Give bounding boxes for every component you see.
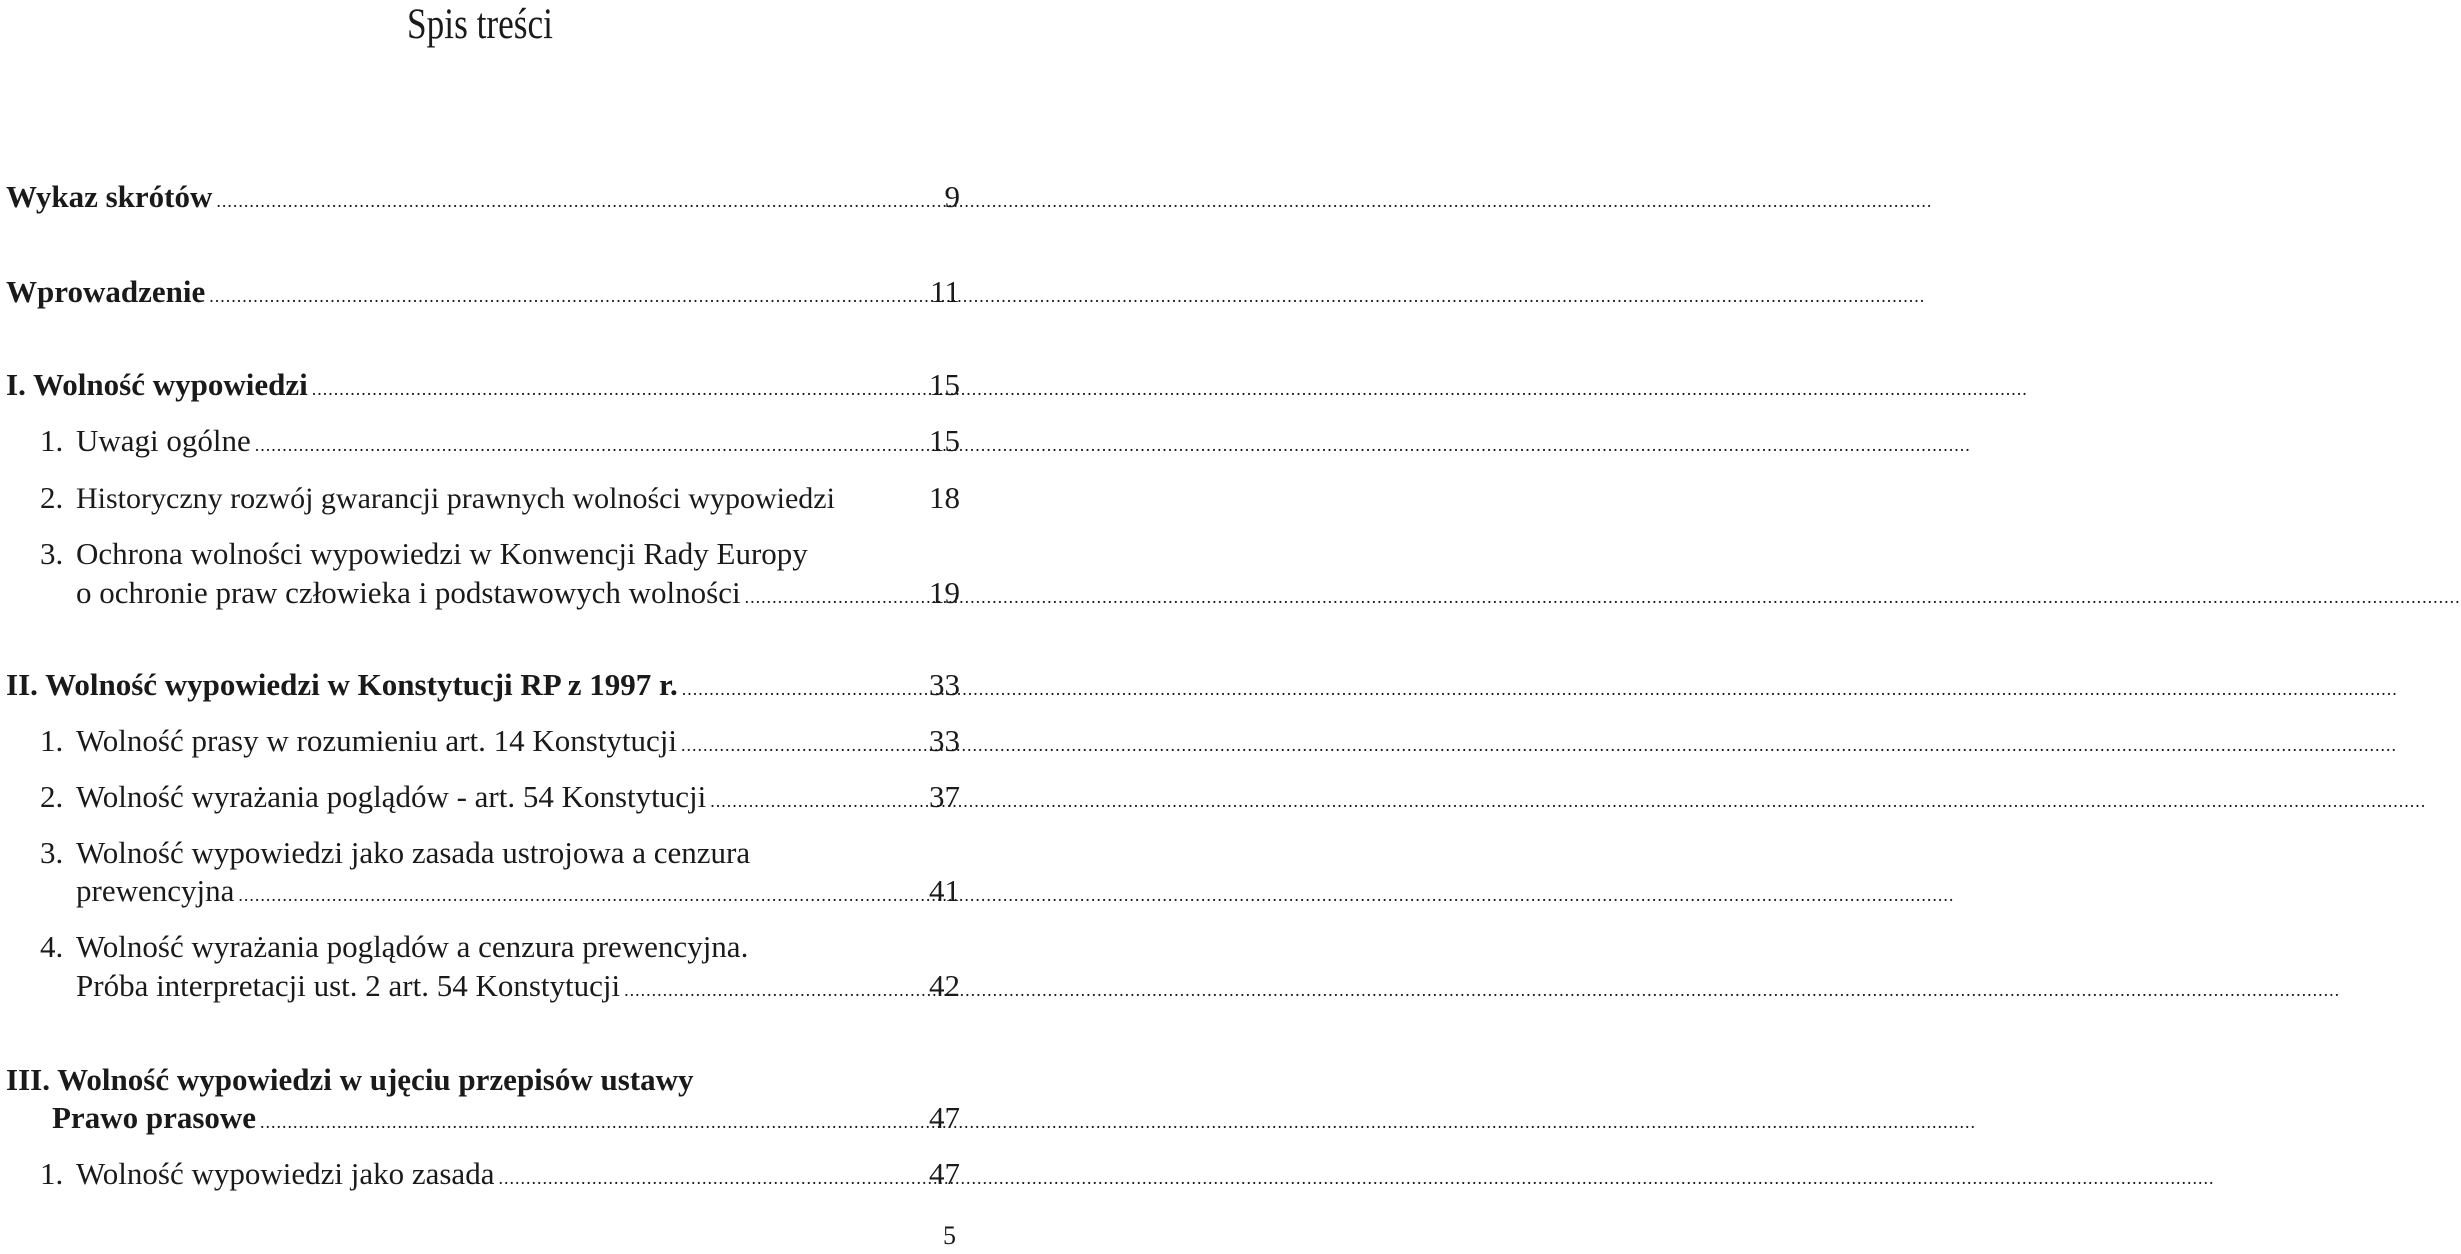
toc-entry-number: 2. (40, 779, 64, 814)
toc-entry-2-3-line2[interactable] (76, 872, 894, 910)
toc-entry-page: 42 (929, 968, 960, 1003)
toc-entry-text: Uwagi ogólne (76, 423, 251, 458)
toc-entry-2-4-line1[interactable] (40, 928, 900, 966)
toc-entry-text: o ochronie praw człowieka i podstawowych wolności (76, 575, 741, 610)
leader-dots (710, 782, 2426, 820)
toc-entry-1-1[interactable] (40, 422, 894, 460)
toc-entry-text: Próba interpretacji ust. 2 art. 54 Konstytucji (76, 968, 621, 1003)
toc-entry-3-1[interactable] (40, 1155, 894, 1193)
toc-entry-text: Wolność wypowiedzi jako zasada (76, 1156, 495, 1191)
toc-entry-text: Wolność prasy w rozumieniu art. 14 Konstytucji (76, 723, 678, 758)
leader-dots (216, 182, 1932, 220)
toc-entry-page: 47 (929, 1156, 960, 1191)
toc-entry-page: 15 (929, 367, 960, 402)
toc-entry-2-4-line2[interactable] (76, 967, 894, 1005)
toc-entry-text: Prawo prasowe (52, 1100, 257, 1135)
leader-dots (260, 1103, 1976, 1141)
toc-entry-number: 3. (40, 536, 64, 571)
toc-entry-chapter-3-line2[interactable] (52, 1099, 894, 1137)
leader-dots (745, 578, 2461, 616)
toc-entry-text: I. Wolność wypowiedzi (6, 367, 308, 402)
toc-entry-number: 4. (40, 929, 64, 964)
toc-entry-text: II. Wolność wypowiedzi w Konstytucji RP z 1997 r. (6, 667, 678, 702)
toc-entry-page: 19 (929, 575, 960, 610)
toc-entry-text-line1: Wolność wyrażania poglądów a cenzura prewencyjna. (76, 929, 749, 964)
leader-dots (312, 370, 2028, 408)
toc-entry-2-3-line1[interactable] (40, 834, 900, 872)
toc-entry-number: 1. (40, 423, 64, 458)
toc-entry-text: Wolność wyrażania poglądów - art. 54 Konstytucji (76, 779, 707, 814)
toc-entry-page: 11 (930, 274, 960, 309)
toc-entry-text: prewencyjna (76, 873, 235, 908)
toc-entry-page: 41 (929, 873, 960, 908)
leader-dots (209, 277, 1925, 315)
toc-entry-2-1[interactable] (40, 722, 894, 760)
toc-entry-number: 3. (40, 835, 64, 870)
toc-entry-page: 37 (929, 779, 960, 814)
leader-dots (498, 1159, 2214, 1197)
page-title: Spis treści (407, 1, 553, 48)
toc-entry-text: Wykaz skrótów (6, 179, 213, 214)
toc-entry-chapter-1[interactable] (6, 366, 894, 404)
toc-entry-number: 1. (40, 1156, 64, 1191)
toc-entry-text: Historyczny rozwój gwarancji prawnych wolności wypowiedzi (76, 482, 835, 515)
toc-entry-page: 18 (929, 480, 960, 515)
toc-entry-number: 1. (40, 723, 64, 758)
toc-entry-chapter-3-line1[interactable] (6, 1061, 900, 1099)
toc-entry-1-3-line1[interactable] (40, 535, 900, 573)
toc-entry-abbreviations[interactable] (6, 178, 894, 216)
toc-entry-page: 47 (929, 1100, 960, 1135)
toc-entry-introduction[interactable] (6, 273, 894, 311)
toc-entry-text-line1: Wolność wypowiedzi jako zasada ustrojowa a cenzura (76, 835, 751, 870)
toc-entry-page: 15 (929, 423, 960, 458)
toc-entry-text-line1: III. Wolność wypowiedzi w ujęciu przepisów ustawy (6, 1062, 694, 1097)
leader-dots (255, 426, 1971, 464)
toc-entry-1-3-line2[interactable] (76, 574, 894, 612)
toc-entry-page: 33 (929, 723, 960, 758)
toc-entry-text-line1: Ochrona wolności wypowiedzi w Konwencji Rady Europy (76, 536, 808, 571)
toc-entry-page: 33 (929, 667, 960, 702)
toc-entry-2-2[interactable] (40, 778, 894, 816)
page-number: 5 (943, 1221, 956, 1250)
toc-entry-page: 9 (944, 179, 960, 214)
leader-dots (624, 971, 2340, 1009)
toc-entry-number: 2. (40, 480, 64, 515)
leader-dots (238, 876, 1954, 914)
toc-entry-chapter-2[interactable] (6, 666, 894, 704)
toc-entry-1-2[interactable] (40, 479, 900, 517)
toc-entry-text: Wprowadzenie (6, 274, 206, 309)
